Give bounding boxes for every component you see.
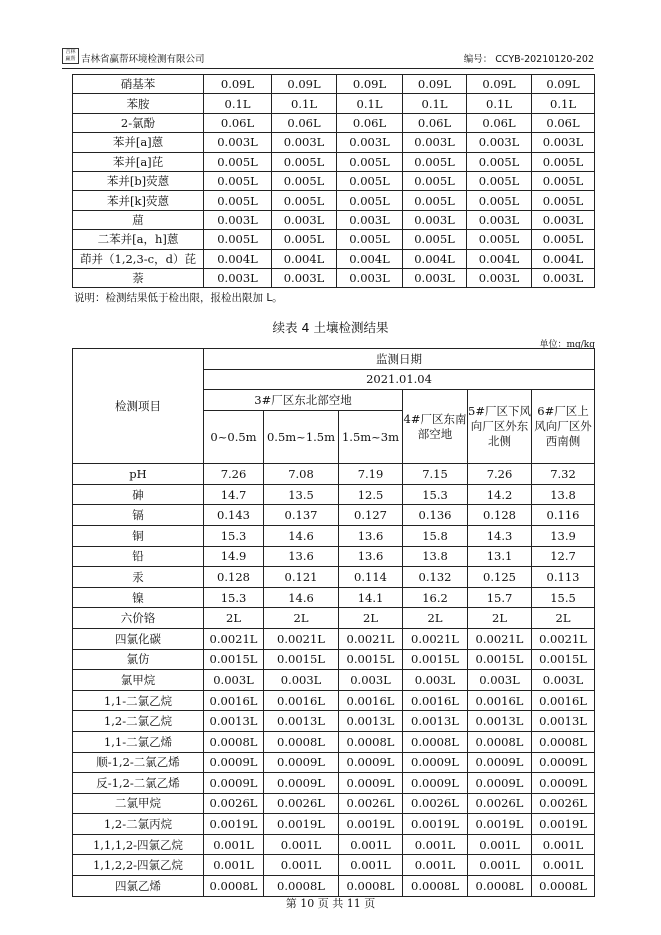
item-cell: 䓛 — [73, 210, 204, 229]
value-cell: 0.0009L — [468, 773, 532, 794]
value-cell: 0.005L — [337, 191, 403, 210]
table-row — [73, 773, 595, 794]
item-cell: 苯并[k]荧蒽 — [73, 191, 204, 210]
item-cell: 苯并[a]蒽 — [73, 133, 204, 152]
value-cell: 0.005L — [403, 171, 467, 190]
value-cell: 0.0009L — [264, 773, 339, 794]
value-cell: 0.003L — [532, 210, 595, 229]
value-cell: 13.9 — [532, 525, 595, 546]
value-cell: 0.005L — [272, 191, 337, 210]
value-cell: 0.1L — [532, 94, 595, 113]
value-cell: 0.003L — [337, 268, 403, 287]
value-cell: 0.0015L — [204, 649, 264, 670]
value-cell: 0.003L — [264, 670, 339, 691]
table-row — [73, 834, 595, 855]
value-cell: 0.0019L — [532, 814, 595, 835]
value-cell: 0.001L — [403, 855, 468, 876]
value-cell: 7.19 — [339, 464, 403, 485]
value-cell: 0.0019L — [264, 814, 339, 835]
value-cell: 15.7 — [468, 587, 532, 608]
item-cell: 砷 — [73, 484, 204, 505]
value-cell: 0.005L — [204, 191, 272, 210]
value-cell: 2L — [339, 608, 403, 629]
item-cell: 硝基苯 — [73, 75, 204, 94]
value-cell: 0.004L — [467, 249, 532, 268]
header-site3: 3#厂区东北部空地 — [204, 390, 403, 411]
table-title: 续表 4 土壤检测结果 — [272, 320, 389, 335]
item-cell: pH — [73, 464, 204, 485]
value-cell: 12.5 — [339, 484, 403, 505]
value-cell: 0.0021L — [532, 628, 595, 649]
table-row — [73, 505, 595, 526]
value-cell: 0.1L — [467, 94, 532, 113]
table-row — [73, 876, 595, 897]
item-cell: 二氯甲烷 — [73, 793, 204, 814]
value-cell: 0.004L — [403, 249, 467, 268]
value-cell: 0.003L — [403, 670, 468, 691]
value-cell: 0.004L — [272, 249, 337, 268]
page-header — [62, 46, 594, 69]
value-cell: 0.1L — [337, 94, 403, 113]
value-cell: 0.003L — [532, 670, 595, 691]
value-cell: 0.0021L — [403, 628, 468, 649]
value-cell: 14.1 — [339, 587, 403, 608]
value-cell: 0.0015L — [532, 649, 595, 670]
value-cell: 7.32 — [532, 464, 595, 485]
value-cell: 0.003L — [467, 210, 532, 229]
value-cell: 0.0013L — [403, 711, 468, 732]
company-logo: 吉林 赢帮 — [62, 48, 79, 64]
table-row — [73, 484, 595, 505]
value-cell: 0.005L — [272, 230, 337, 249]
value-cell: 0.0008L — [264, 731, 339, 752]
table-row — [73, 670, 595, 691]
item-cell: 苯并[a]芘 — [73, 152, 204, 171]
value-cell: 0.0015L — [403, 649, 468, 670]
table-row — [73, 690, 595, 711]
value-cell: 2L — [468, 608, 532, 629]
value-cell: 0.003L — [467, 268, 532, 287]
value-cell: 0.001L — [532, 855, 595, 876]
table-row — [73, 171, 595, 190]
value-cell: 0.0008L — [264, 876, 339, 897]
item-cell: 2-氯酚 — [73, 113, 204, 132]
value-cell: 0.0009L — [264, 752, 339, 773]
soil-results-body — [73, 464, 595, 896]
value-cell: 0.004L — [532, 249, 595, 268]
table-row — [73, 567, 595, 588]
value-cell: 14.6 — [264, 587, 339, 608]
value-cell: 0.001L — [204, 855, 264, 876]
item-cell: 铅 — [73, 546, 204, 567]
table-row — [73, 752, 595, 773]
value-cell: 0.09L — [272, 75, 337, 94]
value-cell: 0.003L — [272, 268, 337, 287]
value-cell: 0.0026L — [264, 793, 339, 814]
value-cell: 0.0013L — [468, 711, 532, 732]
value-cell: 0.003L — [204, 133, 272, 152]
value-cell: 0.0015L — [468, 649, 532, 670]
header-depth2: 0.5m~1.5m — [264, 410, 339, 463]
value-cell: 0.0008L — [339, 876, 403, 897]
value-cell: 0.003L — [204, 670, 264, 691]
value-cell: 0.001L — [339, 855, 403, 876]
value-cell: 0.001L — [264, 834, 339, 855]
value-cell: 2L — [264, 608, 339, 629]
item-cell: 萘 — [73, 268, 204, 287]
value-cell: 13.6 — [264, 546, 339, 567]
item-cell: 1,1,2,2-四氯乙烷 — [73, 855, 204, 876]
item-cell: 氯仿 — [73, 649, 204, 670]
item-cell: 四氯乙烯 — [73, 876, 204, 897]
item-cell: 1,1-二氯乙烯 — [73, 731, 204, 752]
company-name: 吉林省赢帮环境检测有限公司 — [81, 54, 205, 65]
item-cell: 四氯化碳 — [73, 628, 204, 649]
value-cell: 0.0009L — [204, 773, 264, 794]
table-row — [73, 628, 595, 649]
value-cell: 0.09L — [403, 75, 467, 94]
value-cell: 0.005L — [337, 171, 403, 190]
value-cell: 0.1L — [204, 94, 272, 113]
header-depth1: 0~0.5m — [204, 410, 264, 463]
table-row — [73, 75, 595, 94]
value-cell: 0.005L — [532, 230, 595, 249]
header-date-label: 监测日期 — [204, 349, 595, 370]
unit-label: 单位：mg/kg — [539, 340, 595, 350]
page-footer: 第 10 页 共 11 页 — [285, 897, 376, 910]
table-row — [73, 711, 595, 732]
value-cell: 0.004L — [204, 249, 272, 268]
value-cell: 0.0009L — [532, 773, 595, 794]
value-cell: 0.0015L — [264, 649, 339, 670]
value-cell: 0.0019L — [339, 814, 403, 835]
value-cell: 0.003L — [339, 670, 403, 691]
value-cell: 0.09L — [337, 75, 403, 94]
table-row — [73, 525, 595, 546]
header-site4: 4#厂区东南部空地 — [403, 390, 468, 464]
table-row — [73, 113, 595, 132]
value-cell: 0.001L — [468, 855, 532, 876]
item-cell: 苯胺 — [73, 94, 204, 113]
value-cell: 0.005L — [467, 230, 532, 249]
value-cell: 14.2 — [468, 484, 532, 505]
value-cell: 0.0009L — [339, 773, 403, 794]
value-cell: 15.8 — [403, 525, 468, 546]
value-cell: 0.0016L — [264, 690, 339, 711]
document-number: 编号： CCYB-20210120-202 — [463, 54, 594, 65]
table-row — [73, 855, 595, 876]
value-cell: 0.003L — [403, 133, 467, 152]
value-cell: 13.6 — [339, 546, 403, 567]
value-cell: 0.003L — [403, 268, 467, 287]
value-cell: 0.06L — [532, 113, 595, 132]
value-cell: 14.9 — [204, 546, 264, 567]
value-cell: 0.137 — [264, 505, 339, 526]
value-cell: 7.15 — [403, 464, 468, 485]
header-item: 检测项目 — [73, 349, 204, 464]
value-cell: 0.005L — [403, 191, 467, 210]
value-cell: 0.003L — [204, 210, 272, 229]
item-cell: 反-1,2-二氯乙烯 — [73, 773, 204, 794]
value-cell: 0.0026L — [403, 793, 468, 814]
value-cell: 0.005L — [532, 171, 595, 190]
value-cell: 0.005L — [272, 152, 337, 171]
value-cell: 0.0009L — [468, 752, 532, 773]
value-cell: 0.132 — [403, 567, 468, 588]
value-cell: 0.0016L — [204, 690, 264, 711]
value-cell: 0.136 — [403, 505, 468, 526]
value-cell: 0.0009L — [339, 752, 403, 773]
value-cell: 15.3 — [403, 484, 468, 505]
value-cell: 14.6 — [264, 525, 339, 546]
value-cell: 0.0009L — [403, 773, 468, 794]
value-cell: 0.0026L — [204, 793, 264, 814]
value-cell: 0.113 — [532, 567, 595, 588]
value-cell: 0.0008L — [403, 731, 468, 752]
value-cell: 0.127 — [339, 505, 403, 526]
value-cell: 0.0008L — [468, 731, 532, 752]
value-cell: 13.8 — [403, 546, 468, 567]
value-cell: 7.26 — [468, 464, 532, 485]
value-cell: 0.09L — [532, 75, 595, 94]
value-cell: 0.005L — [467, 191, 532, 210]
value-cell: 0.06L — [403, 113, 467, 132]
item-cell: 1,1,1,2-四氯乙烷 — [73, 834, 204, 855]
value-cell: 0.143 — [204, 505, 264, 526]
table-row — [73, 731, 595, 752]
value-cell: 15.5 — [532, 587, 595, 608]
value-cell: 2L — [532, 608, 595, 629]
value-cell: 12.7 — [532, 546, 595, 567]
value-cell: 0.121 — [264, 567, 339, 588]
item-cell: 1,2-二氯乙烷 — [73, 711, 204, 732]
value-cell: 0.003L — [204, 268, 272, 287]
table-row — [73, 649, 595, 670]
table-row — [73, 546, 595, 567]
value-cell: 0.003L — [272, 210, 337, 229]
table-row — [73, 587, 595, 608]
value-cell: 0.1L — [272, 94, 337, 113]
value-cell: 0.005L — [532, 152, 595, 171]
item-cell: 茚并（1,2,3-c，d）芘 — [73, 249, 204, 268]
table-row — [73, 268, 595, 287]
value-cell: 0.003L — [337, 210, 403, 229]
table-row — [73, 210, 595, 229]
value-cell: 0.005L — [204, 152, 272, 171]
value-cell: 0.0016L — [532, 690, 595, 711]
header-depth3: 1.5m~3m — [339, 410, 403, 463]
value-cell: 14.7 — [204, 484, 264, 505]
value-cell: 0.09L — [467, 75, 532, 94]
value-cell: 0.001L — [264, 855, 339, 876]
value-cell: 0.005L — [403, 230, 467, 249]
value-cell: 0.005L — [467, 152, 532, 171]
results-table-continued — [72, 74, 595, 288]
value-cell: 0.0026L — [532, 793, 595, 814]
value-cell: 0.0016L — [468, 690, 532, 711]
value-cell: 0.125 — [468, 567, 532, 588]
header-site6: 6#厂区上风向厂区外西南侧 — [532, 390, 595, 464]
table-row — [73, 230, 595, 249]
value-cell: 0.0008L — [532, 731, 595, 752]
table-row — [73, 152, 595, 171]
item-cell: 汞 — [73, 567, 204, 588]
value-cell: 0.09L — [204, 75, 272, 94]
table-row — [73, 249, 595, 268]
value-cell: 13.5 — [264, 484, 339, 505]
value-cell: 0.0008L — [532, 876, 595, 897]
value-cell: 0.005L — [337, 230, 403, 249]
value-cell: 0.0008L — [403, 876, 468, 897]
value-cell: 0.003L — [403, 210, 467, 229]
item-cell: 氯甲烷 — [73, 670, 204, 691]
value-cell: 13.6 — [339, 525, 403, 546]
value-cell: 0.06L — [204, 113, 272, 132]
value-cell: 0.003L — [337, 133, 403, 152]
table-row — [73, 191, 595, 210]
value-cell: 0.06L — [272, 113, 337, 132]
value-cell: 0.005L — [204, 171, 272, 190]
value-cell: 0.0013L — [532, 711, 595, 732]
value-cell: 0.0008L — [468, 876, 532, 897]
value-cell: 0.004L — [337, 249, 403, 268]
value-cell: 0.1L — [403, 94, 467, 113]
item-cell: 六价铬 — [73, 608, 204, 629]
header-site5: 5#厂区下风向厂区外东北侧 — [468, 390, 532, 464]
value-cell: 15.3 — [204, 525, 264, 546]
value-cell: 0.0008L — [339, 731, 403, 752]
value-cell: 0.005L — [532, 191, 595, 210]
table-row — [73, 608, 595, 629]
value-cell: 0.0026L — [339, 793, 403, 814]
value-cell: 0.003L — [468, 670, 532, 691]
value-cell: 0.001L — [339, 834, 403, 855]
value-cell: 2L — [204, 608, 264, 629]
value-cell: 0.003L — [467, 133, 532, 152]
table-row — [73, 133, 595, 152]
value-cell: 0.0021L — [204, 628, 264, 649]
value-cell: 0.003L — [532, 133, 595, 152]
value-cell: 16.2 — [403, 587, 468, 608]
value-cell: 0.0016L — [339, 690, 403, 711]
value-cell: 15.3 — [204, 587, 264, 608]
item-cell: 铜 — [73, 525, 204, 546]
value-cell: 0.0021L — [264, 628, 339, 649]
value-cell: 0.0008L — [204, 876, 264, 897]
value-cell: 0.0009L — [532, 752, 595, 773]
value-cell: 0.0019L — [468, 814, 532, 835]
value-cell: 0.001L — [532, 834, 595, 855]
item-cell: 镉 — [73, 505, 204, 526]
item-cell: 二苯并[a，h]蒽 — [73, 230, 204, 249]
value-cell: 0.114 — [339, 567, 403, 588]
value-cell: 0.0009L — [204, 752, 264, 773]
soil-results-table — [72, 348, 595, 897]
item-cell: 1,1-二氯乙烷 — [73, 690, 204, 711]
value-cell: 0.005L — [403, 152, 467, 171]
value-cell: 2L — [403, 608, 468, 629]
value-cell: 0.0026L — [468, 793, 532, 814]
header-date: 2021.01.04 — [204, 369, 595, 390]
value-cell: 0.003L — [532, 268, 595, 287]
value-cell: 14.3 — [468, 525, 532, 546]
value-cell: 7.26 — [204, 464, 264, 485]
value-cell: 0.0009L — [403, 752, 468, 773]
item-cell: 苯并[b]荧蒽 — [73, 171, 204, 190]
value-cell: 0.0019L — [403, 814, 468, 835]
table-row — [73, 793, 595, 814]
value-cell: 7.08 — [264, 464, 339, 485]
value-cell: 13.1 — [468, 546, 532, 567]
value-cell: 0.116 — [532, 505, 595, 526]
item-cell: 镍 — [73, 587, 204, 608]
value-cell: 0.128 — [204, 567, 264, 588]
value-cell: 0.001L — [204, 834, 264, 855]
results-table-body — [73, 75, 595, 288]
value-cell: 0.0013L — [264, 711, 339, 732]
value-cell: 0.0008L — [204, 731, 264, 752]
value-cell: 0.001L — [468, 834, 532, 855]
value-cell: 0.003L — [272, 133, 337, 152]
table-note: 说明：检测结果低于检出限，报检出限加 L。 — [74, 292, 283, 304]
table-row — [73, 814, 595, 835]
value-cell: 0.06L — [337, 113, 403, 132]
value-cell: 0.0016L — [403, 690, 468, 711]
value-cell: 0.0019L — [204, 814, 264, 835]
value-cell: 0.0015L — [339, 649, 403, 670]
table-row — [73, 464, 595, 485]
value-cell: 0.06L — [467, 113, 532, 132]
item-cell: 顺-1,2-二氯乙烯 — [73, 752, 204, 773]
value-cell: 0.0021L — [468, 628, 532, 649]
table-row — [73, 94, 595, 113]
value-cell: 0.128 — [468, 505, 532, 526]
value-cell: 0.0013L — [339, 711, 403, 732]
value-cell: 0.001L — [403, 834, 468, 855]
value-cell: 0.005L — [337, 152, 403, 171]
value-cell: 0.005L — [204, 230, 272, 249]
value-cell: 0.0013L — [204, 711, 264, 732]
value-cell: 0.005L — [272, 171, 337, 190]
value-cell: 13.8 — [532, 484, 595, 505]
value-cell: 0.0021L — [339, 628, 403, 649]
item-cell: 1,2-二氯丙烷 — [73, 814, 204, 835]
value-cell: 0.005L — [467, 171, 532, 190]
